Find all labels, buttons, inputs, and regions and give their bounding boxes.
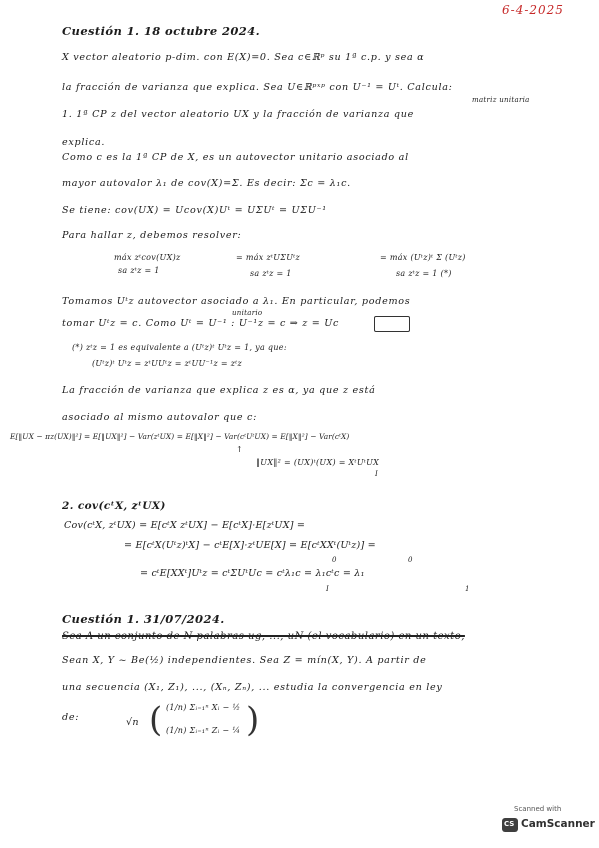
star-note-line-2: (Uᵗz)ᵗ Uᵗz = zᵗUUᵗz = zᵗUU⁻¹z = zᵗz [92,359,243,368]
cov-line-3: = cᵗE[XXᵗ]Uᵗz = cᵗΣUᵗUc = cᵗλ₁c = λ₁cᵗc = λ₁ [140,568,365,579]
optim-col3-bottom: sa zᵗz = 1 (*) [396,269,452,278]
norm-equation: ‖UX‖² = (UX)ᵗ(UX) = XᵗUᵗUX [256,458,380,467]
q1-text-line-3: Se tiene: cov(UX) = Ucov(X)Uᵗ = UΣUᵗ = UΣU⁻¹ [62,205,327,216]
q1-text-line-5: Tomamos Uᵗz autovector asociado a λ₁. En particular, podemos [62,296,411,307]
limit-expression-top: (1/n) Σᵢ₌₁ⁿ Xᵢ − ½ [166,703,241,712]
one-mark: 1 [465,585,470,593]
boxed-result [374,316,410,332]
q1-text-line-2: mayor autovalor λ₁ de cov(X)=Σ. Es decir: Σc = λ₁c. [62,178,351,189]
optim-col1-top: máx zᵗcov(UX)z [114,253,181,262]
caret-note: unitario [232,309,263,317]
identity-mark-2: I [326,585,330,593]
de-label: de: [62,712,80,723]
zero-mark-2: 0 [408,556,413,564]
q3-text-line-1: Sean X, Y ~ Be(½) independientes. Sea Z = mín(X, Y). A partir de [62,655,427,666]
optim-col3-top: = máx (Uᵗz)ᵗ Σ (Uᵗz) [380,253,466,262]
optim-col1-bottom: sa zᵗz = 1 [118,266,160,275]
watermark-brand: CamScanner [521,818,595,830]
watermark-caption: Scanned with [514,805,562,813]
question-1-title: Cuestión 1. 18 octubre 2024. [62,24,261,38]
zero-mark-1: 0 [332,556,337,564]
sqrt-n: √n [126,717,139,728]
left-paren: ( [149,700,163,740]
camscanner-logo-icon [502,818,518,832]
variance-equation: E[‖UX − πz(UX)‖²] = E[‖UX‖²] − Var(zᵗUX) = E[‖X‖²] − Var(cᵗUᵗUX) = E[‖X‖²] − Var(cᵗX) [10,432,350,441]
star-note-line-1: (*) zᵗz = 1 es equivalente a (Uᵗz)ᵗ Uᵗz = 1, ya que: [72,343,287,352]
right-paren: ) [246,700,260,740]
q1-text-line-7: La fracción de varianza que explica z es α, ya que z está [62,385,376,396]
q1-statement-line-4: explica. [62,137,106,148]
limit-expression-bottom: (1/n) Σᵢ₌₁ⁿ Zᵢ − ¼ [166,726,241,735]
identity-mark: I [375,470,379,478]
q1-statement-line-2: la fracción de varianza que explica. Sea U∈ℝᵖˣᵖ con U⁻¹ = Uᵗ. Calcula: [62,82,453,93]
optim-col2-top: = máx zᵗUΣUᵗz [236,253,301,262]
q1-text-line-8: asociado al mismo autovalor que c: [62,412,257,423]
q1-text-line-4: Para hallar z, debemos resolver: [62,230,242,241]
q1-text-line-6: tomar Uᵗz = c. Como Uᵗ = U⁻¹ : U⁻¹z = c ⇒ z = Uc [62,318,340,329]
page-date: 6-4-2025 [502,3,564,17]
q1-text-line-1: Como c es la 1ª CP de X, es un autovector unitario asociado al [62,152,409,163]
q1-statement-line-3: 1. 1ª CP z del vector aleatorio UX y la fracción de varianza que [62,109,414,120]
q1-statement-line-1: X vector aleatorio p-dim. con E(X)=0. Sea c∈ℝᵖ su 1ª c.p. y sea α [62,52,425,63]
cov-line-2: = E[cᵗX(Uᵗz)ᵗX] − cᵗE[X]·zᵗUE[X] = E[cᵗXXᵗ(Uᵗz)] = [124,540,376,551]
question-2-title: Cuestión 1. 31/07/2024. [62,612,225,626]
cov-line-1: Cov(cᵗX, zᵗUX) = E[cᵗX zᵗUX] − E[cᵗX]·E[zᵗUX] = [64,520,306,531]
orthogonal-note: matriz unitaria [472,96,530,104]
struck-out-line: Sea A un conjunto de N palabras ug, ..., uN (el vocabulario) en un texto, [62,631,465,642]
equation-arrow: ↑ [236,445,244,454]
camscanner-watermark [500,803,595,841]
q3-text-line-2: una secuencia (X₁, Z₁), ..., (Xₙ, Zₙ), ... estudia la convergencia en ley [62,682,443,693]
part-2-title: 2. cov(cᵗX, zᵗUX) [62,500,166,512]
optim-col2-bottom: sa zᵗz = 1 [250,269,292,278]
